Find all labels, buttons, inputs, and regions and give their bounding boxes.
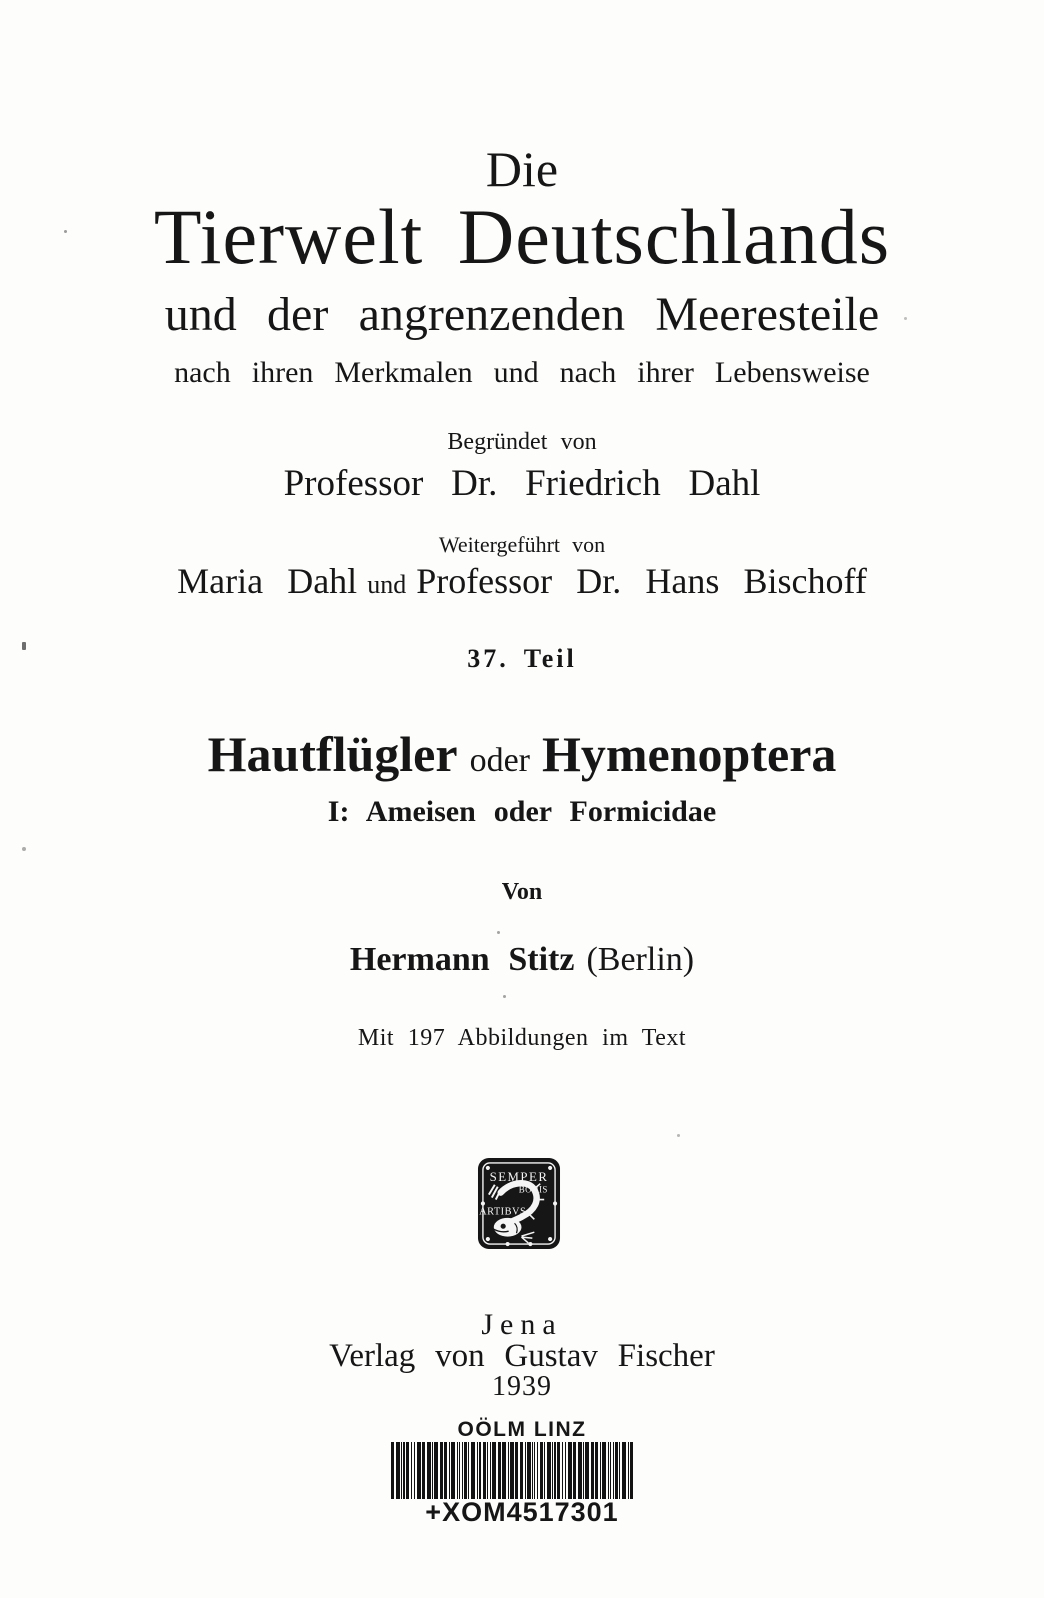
continuation-label: Weitergeführt von xyxy=(438,532,606,557)
barcode xyxy=(391,1442,663,1499)
scan-speck xyxy=(503,995,506,998)
imprint-year: 1939 xyxy=(492,1371,552,1402)
author-name: Hermann Stitz xyxy=(349,941,575,978)
volume-conjunction: oder xyxy=(469,742,530,779)
emblem-motto-bonis: BONIS xyxy=(518,1184,548,1195)
author-line xyxy=(0,942,1044,978)
illustrations-note: Mit 197 Abbildungen im Text xyxy=(357,1025,687,1051)
continuation-conjunction: und xyxy=(367,570,407,599)
founder-label: Begründet von xyxy=(447,429,597,455)
series-subtitle: und der angrenzenden Meeresteile xyxy=(164,288,880,341)
volume-title xyxy=(0,728,1044,781)
part-number: 37. Teil xyxy=(467,644,577,673)
series-tagline: nach ihren Merkmalen und nach ihrer Lebensweise xyxy=(174,356,870,389)
volume-title-latin: Hymenoptera xyxy=(542,726,837,782)
imprint-publisher: Verlag von Gustav Fischer xyxy=(329,1338,715,1374)
scan-speck xyxy=(497,931,500,934)
series-article: Die xyxy=(485,141,559,197)
emblem-motto-artibvs: ARTIBVS xyxy=(479,1206,527,1218)
founder-name: Professor Dr. Friedrich Dahl xyxy=(283,463,761,504)
series-title: Tierwelt Deutschlands xyxy=(153,193,891,280)
volume-subtitle: I: Ameisen oder Formicidae xyxy=(327,795,717,828)
scan-speck xyxy=(904,317,907,320)
scan-speck xyxy=(677,1134,680,1137)
scan-speck xyxy=(22,642,26,650)
scan-speck xyxy=(64,230,67,233)
continuation-names xyxy=(0,563,1044,601)
library-owner-label: OÖLM LINZ xyxy=(457,1418,587,1441)
emblem-motto-semper: SEMPER xyxy=(489,1169,549,1184)
scan-speck xyxy=(22,847,26,851)
volume-title-german: Hautflügler xyxy=(207,726,458,782)
author-location: (Berlin) xyxy=(586,941,695,978)
publisher-emblem-icon xyxy=(477,1157,561,1250)
author-label: Von xyxy=(501,879,543,905)
imprint-city: Jena xyxy=(481,1308,563,1341)
barcode-value: +XOM4517301 xyxy=(425,1497,619,1527)
continuation-name-2: Professor Dr. Hans Bischoff xyxy=(416,561,867,601)
continuation-name-1: Maria Dahl xyxy=(177,561,358,601)
